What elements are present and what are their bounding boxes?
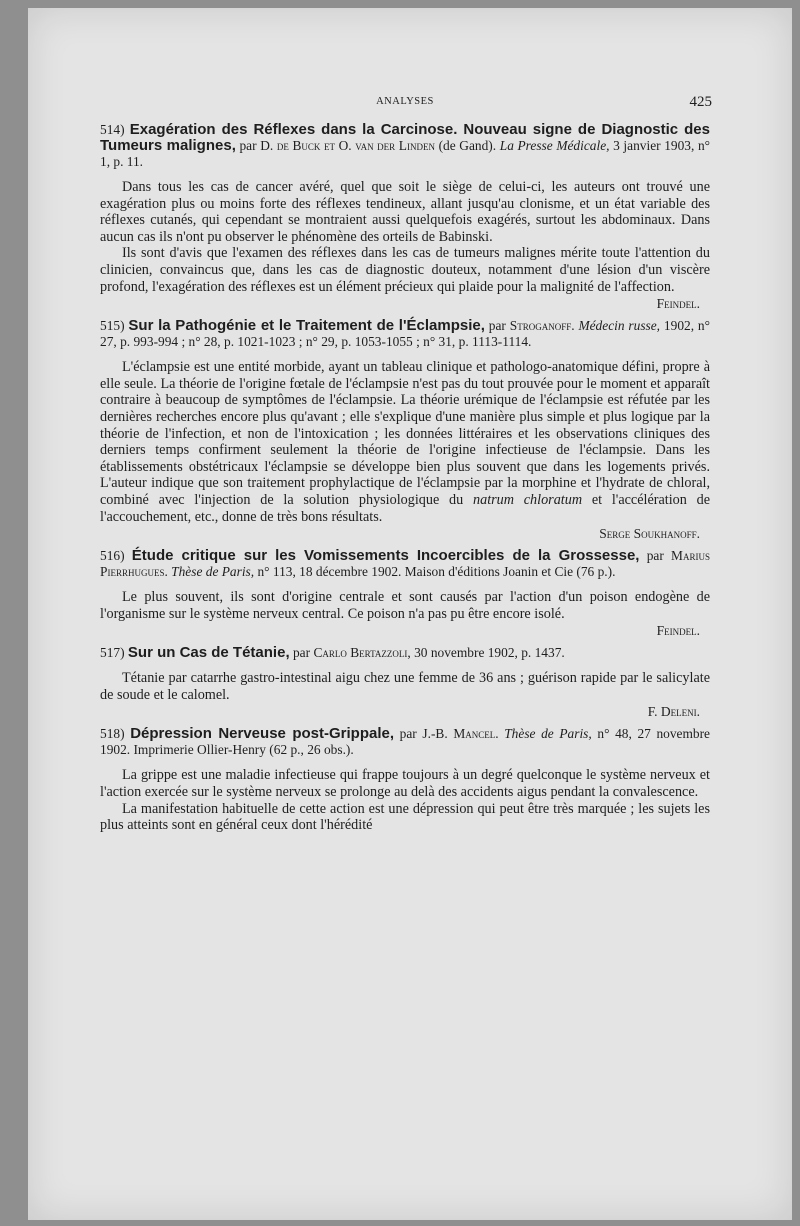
entry-body: [100, 589, 710, 622]
entry-reference: 1902, n° 27, p. 993-994 ; n° 28, p. 1021-1023 ; n° 29, p. 1053-1055 ; n° 31, p. 1113-1114.: [100, 318, 710, 350]
paragraph: Ils sont d'avis que l'examen des réflexes dans les cas de tumeurs malignes mérite toute l'attention du clinicien, convaincus que, dans les cas de diagnostic douteux, notamment d'une lésion d'un viscère profond, l'exagération des réflexes est un élément précieux qui plaide pour la malignité de l'affection.: [100, 245, 710, 295]
entry-number: 516): [100, 548, 125, 564]
entry-journal: Thèse de Paris,: [504, 726, 592, 742]
entry-514: [100, 122, 710, 312]
entry-reference: n° 113, 18 décembre 1902. Maison d'éditions Joanin et Cie (76 p.).: [257, 564, 616, 580]
entry-by: par: [488, 318, 506, 334]
entry-515: [100, 318, 710, 542]
page-content: [100, 94, 710, 834]
paragraph: Tétanie par catarrhe gastro-intestinal aigu chez une femme de 36 ans ; guérison rapide par le salicylate de soude et le calomel.: [100, 670, 710, 703]
entry-journal: Thèse de Paris,: [171, 564, 255, 580]
signature: Feindel.: [656, 296, 700, 312]
paragraph: [100, 359, 710, 525]
entry-516: [100, 548, 710, 639]
entry-reference: n° 48, 27 novembre 1902. Imprimerie Ollier-Henry (62 p., 26 obs.).: [100, 726, 711, 758]
entry-heading: [100, 726, 710, 758]
entry-body: [100, 179, 710, 295]
entry-by: par: [292, 645, 311, 661]
entry-number: 514): [100, 122, 125, 137]
entry-body: [100, 359, 710, 525]
signature: Feindel.: [656, 623, 700, 639]
entry-number: 515): [100, 318, 125, 334]
page-header: [100, 94, 710, 116]
entry-heading: [100, 548, 710, 580]
entry-authors: Marius Pierrhugues.: [100, 548, 710, 580]
entry-affiliation: (de Gand).: [438, 138, 497, 153]
running-title: ANALYSES: [376, 96, 434, 107]
entry-518: [100, 726, 710, 833]
entry-body: [100, 767, 710, 833]
paragraph: La grippe est une maladie infectieuse qui frappe toujours à un degré quelconque le système nerveux et l'action exercée sur le système nerveux se prolonge au delà des accidents aigus pendant la convalescence.: [100, 767, 710, 801]
paragraph: Dans tous les cas de cancer avéré, quel que soit le siège de celui-ci, les auteurs ont trouvé une exagération plus ou moins forte des réflexes tendineux, allant jusqu'au clonisme, et un état variable des réflexes cutanés, qui cependant se montraient aussi quelquefois exagérés, surtout les abdominaux. Dans aucun cas ils n'ont pu observer le phénomène des orteils de Babinski.: [100, 179, 710, 245]
page-number: 425: [689, 94, 712, 110]
paragraph-text: L'éclampsie est une entité morbide, ayant un tableau clinique et pathologo-anatomique défini, propre à elle seule. La théorie de l'origine fœtale de l'éclampsie n'est pas du tout prouvée pour le moment et apparaît contraire à beaucoup de symptômes de l'éclampsie. La théorie urémique de l'éclampsie est réfutée par les dernières recherches encore plus qu'avant ; elle s'explique d'une manière plus simple et plus logique par la théorie de l'infection, et non de l'intoxication ; les données littéraires et les observations cliniques des derniers temps confirment seulement la théorie de l'origine infectieuse de l'éclampsie. Dans les établissements obstétricaux l'éclampsie se développe bien plus souvent que dans les logements privés. L'auteur indique que son traitement prophylactique de l'éclampsie par la morphine et l'hydrate de chloral, combiné avec l'injection de la solution physiologique du: [100, 359, 710, 508]
entry-heading: [100, 318, 710, 350]
entry-heading: [100, 645, 710, 661]
entry-reference: 3 janvier 1903, n° 1, p. 11.: [100, 138, 710, 169]
entry-authors: Carlo Bertazzoli,: [313, 645, 411, 661]
paragraph-italic: natrum chloratum: [473, 491, 583, 508]
paragraph: La manifestation habituelle de cette action est une dépression qui peut être très marquée ; les sujets les plus atteints sont en général ceux dont l'hérédité: [100, 800, 710, 834]
signature: F. Deleni.: [647, 704, 700, 720]
entry-body: [100, 670, 710, 703]
entry-authors: J.-B. Mancel.: [422, 726, 499, 742]
entry-by: par: [399, 726, 417, 742]
entry-heading: [100, 122, 710, 170]
entry-by: par: [239, 138, 257, 153]
signature: Serge Soukhanoff.: [599, 526, 700, 542]
entry-title: Sur un Cas de Tétanie,: [127, 644, 290, 662]
entry-title: Étude critique sur les Vomissements Incoercibles de la Grossesse,: [131, 547, 640, 565]
entry-title: Exagération des Réflexes dans la Carcinose. Nouveau signe de Diagnostic des Tumeurs malignes,: [100, 121, 710, 154]
entry-517: [100, 645, 710, 720]
entry-number: 518): [100, 726, 125, 742]
entry-title: Sur la Pathogénie et le Traitement de l'Éclampsie,: [128, 317, 485, 335]
entry-reference: 30 novembre 1902, p. 1437.: [414, 645, 565, 661]
entry-title: Dépression Nerveuse post-Grippale,: [130, 725, 395, 743]
entry-by: par: [646, 548, 664, 564]
entry-journal: La Presse Médicale,: [499, 138, 610, 153]
page: [28, 8, 792, 1220]
entry-authors: D. de Buck et O. van der Linden: [260, 138, 435, 153]
paragraph-text-end: et l'accélération de l'accouchement, etc., donne de très bons résultats.: [100, 491, 711, 525]
paragraph: Le plus souvent, ils sont d'origine centrale et sont causés par l'action d'un poison endogène de l'organisme sur le système nerveux central. Ce poison n'a pas pu être encore isolé.: [100, 589, 710, 622]
entry-journal: Médecin russe,: [578, 318, 661, 334]
entry-number: 517): [100, 645, 125, 661]
entry-authors: Stroganoff.: [509, 318, 575, 334]
